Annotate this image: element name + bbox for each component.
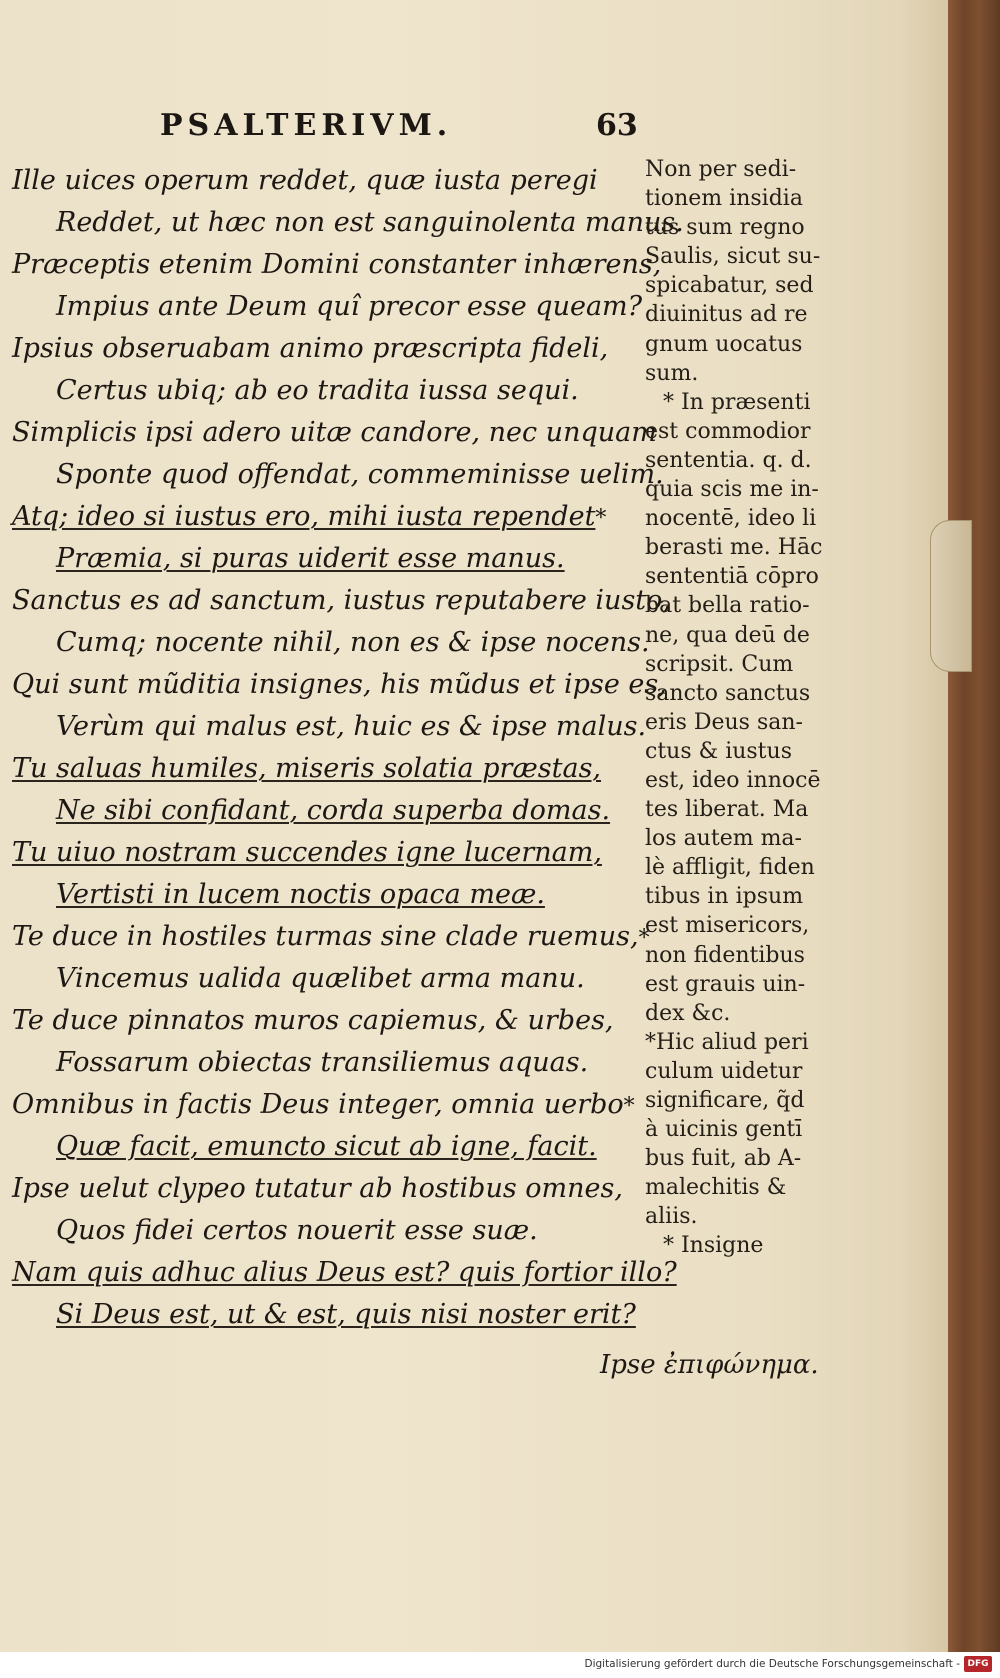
margin-note-line: dex &c. (645, 1000, 731, 1026)
margin-note-line: * Insigne (663, 1233, 764, 1259)
verse-line (12, 580, 671, 622)
margin-note-line: quia scis me in- (645, 477, 819, 503)
note-reference-mark: * (623, 1094, 635, 1119)
note-reference-mark: * (595, 506, 607, 531)
verse-line (12, 748, 652, 790)
margin-note-line: * In præsenti (663, 389, 811, 415)
margin-note-line: sancto sanctus (645, 680, 811, 706)
verse-line (12, 412, 657, 454)
verse-text: Sanctus es ad sanctum, iustus reputabere iusto, (12, 585, 671, 616)
verse-text: Omnibus in factis Deus integer, omnia uerbo (12, 1089, 624, 1120)
margin-note-line: culum uidetur (645, 1058, 803, 1084)
margin-note-line: los autem ma- (645, 826, 802, 852)
verse-text: Reddet, ut hæc non est sanguinolenta manus. (56, 207, 684, 238)
verse-text: Vincemus ualida quælibet arma manu. (56, 963, 585, 994)
verse-line (12, 832, 652, 874)
verse-line (12, 202, 684, 244)
verse-text: Tu uiuo nostram succendes igne lucernam, (12, 837, 602, 868)
book-edge (948, 0, 1000, 1652)
note-reference-mark: * (638, 926, 650, 951)
verse-line (12, 1168, 652, 1210)
verse-text: Sponte quod offendat, commeminisse uelim. (56, 459, 664, 490)
margin-note-line: Non per sedi- (645, 157, 797, 182)
catchword: Ipse ἐπιφώνημα. (600, 1350, 819, 1380)
verse-text: Simplicis ipsi adero uitæ candore, nec unquam (12, 417, 657, 448)
margin-note-line: aliis. (645, 1204, 698, 1230)
verse-line (12, 1000, 652, 1042)
margin-note-line: significare, q̃d (645, 1088, 805, 1113)
margin-note-line: malechitis & (645, 1175, 787, 1201)
margin-note-line: eris Deus san- (645, 709, 803, 735)
verse-line (12, 1294, 652, 1336)
running-head: PSALTERIVM. (160, 108, 453, 143)
margin-note-line: est grauis uin- (645, 971, 806, 997)
verse-line (12, 160, 652, 202)
verse-line (12, 664, 667, 706)
verse-line (12, 1252, 677, 1294)
verse-text: Quæ facit, emuncto sicut ab igne, facit. (56, 1131, 597, 1162)
verse-line (12, 790, 652, 832)
verse-line (12, 328, 652, 370)
margin-note-line: est commodior (645, 418, 811, 444)
margin-note-line: est, ideo innocē (645, 767, 821, 793)
verse-line (12, 706, 652, 748)
margin-note-line: Saulis, sicut su- (645, 244, 821, 270)
margin-note-line: sum. (645, 360, 699, 386)
verse-text: Atq; ideo si iustus ero, mihi iusta rependet (12, 501, 596, 532)
margin-note-line: spicabatur, sed (645, 273, 814, 299)
verse-text: Ille uices operum reddet, quæ iusta peregi (12, 165, 598, 196)
verse-text: Certus ubiq; ab eo tradita iussa sequi. (56, 375, 579, 406)
verse-text: Præceptis etenim Domini constanter inhærens, (12, 249, 662, 280)
margin-notes (645, 155, 855, 1261)
verse-text: Qui sunt mũditia insignes, his mũdus et ipse es, (12, 669, 667, 700)
footer-credit: Digitalisierung gefördert durch die Deutsche Forschungsgemeinschaft - (584, 1658, 960, 1670)
margin-note-line: tionem insidia (645, 186, 803, 212)
verse-text: Si Deus est, ut & est, quis nisi noster erit? (56, 1299, 636, 1330)
verse-text: Nam quis adhuc alius Deus est? quis fortior illo? (12, 1257, 677, 1288)
folio-number: 63 (596, 108, 638, 143)
margin-note-line: ctus & iustus (645, 738, 792, 764)
margin-note-line: nocentē, ideo li (645, 506, 817, 532)
verse-text: Te duce pinnatos muros capiemus, & urbes, (12, 1005, 614, 1036)
margin-note-line: non fidentibus (645, 942, 805, 968)
verse-line (12, 622, 652, 664)
verse-line (12, 874, 652, 916)
verse-text: Tu saluas humiles, miseris solatia præstas, (12, 753, 602, 784)
margin-note-line: bat bella ratio- (645, 593, 810, 619)
dfg-logo: DFG (964, 1656, 992, 1672)
verse-text: Præmia, si puras uiderit esse manus. (56, 543, 565, 574)
margin-note-line: tus sum regno (645, 215, 805, 241)
margin-note-line: est misericors, (645, 913, 810, 939)
margin-note-line: tes liberat. Ma (645, 797, 809, 823)
verse-line (12, 286, 652, 328)
verse-text: Vertisti in lucem noctis opaca meæ. (56, 879, 545, 910)
verse-line (12, 496, 652, 538)
margin-note-line: gnum uocatus (645, 331, 803, 357)
verse-text: Ne sibi confidant, corda superba domas. (56, 795, 611, 826)
margin-note-line: ne, qua deū de (645, 622, 810, 648)
verse-line (12, 1126, 652, 1168)
margin-note-line: *Hic aliud peri (645, 1029, 809, 1055)
verse-text: Verùm qui malus est, huic es & ipse malus. (56, 711, 647, 742)
margin-note-line: sententia. q. d. (645, 447, 812, 473)
verse-line (12, 1084, 652, 1126)
margin-note-line: diuinitus ad re (645, 302, 808, 328)
verse-line (12, 244, 662, 286)
verse-line (12, 916, 652, 958)
verse-line (12, 370, 652, 412)
book-clasp (930, 520, 972, 672)
verse-line (12, 454, 664, 496)
verse-text: Quos fidei certos nouerit esse suæ. (56, 1215, 538, 1246)
verse-line (12, 1042, 652, 1084)
margin-note-line: sententiā cōpro (645, 564, 819, 590)
digitization-footer (0, 1652, 1000, 1678)
margin-note-line: scripsit. Cum (645, 651, 794, 677)
verse-text: Ipse uelut clypeo tutatur ab hostibus omnes, (12, 1173, 623, 1204)
verse-text: Impius ante Deum quî precor esse queam? (56, 291, 643, 322)
margin-note-line: berasti me. Hāc (645, 535, 823, 561)
margin-note-line: à uicinis gentī (645, 1117, 803, 1143)
verse-line (12, 958, 652, 1000)
margin-note-line: lè affligit, fiden (645, 855, 815, 881)
margin-note-line: bus fuit, ab A- (645, 1146, 802, 1172)
verse-text: Ipsius obseruabam animo præscripta fideli, (12, 333, 609, 364)
margin-note-line: tibus in ipsum (645, 884, 804, 910)
verse-text: Cumq; nocente nihil, non es & ipse nocens. (56, 627, 650, 658)
verse-line (12, 1210, 652, 1252)
verse-text: Fossarum obiectas transiliemus aquas. (56, 1047, 589, 1078)
verse-line (12, 538, 652, 580)
verse-text: Te duce in hostiles turmas sine clade ruemus, (12, 921, 639, 952)
